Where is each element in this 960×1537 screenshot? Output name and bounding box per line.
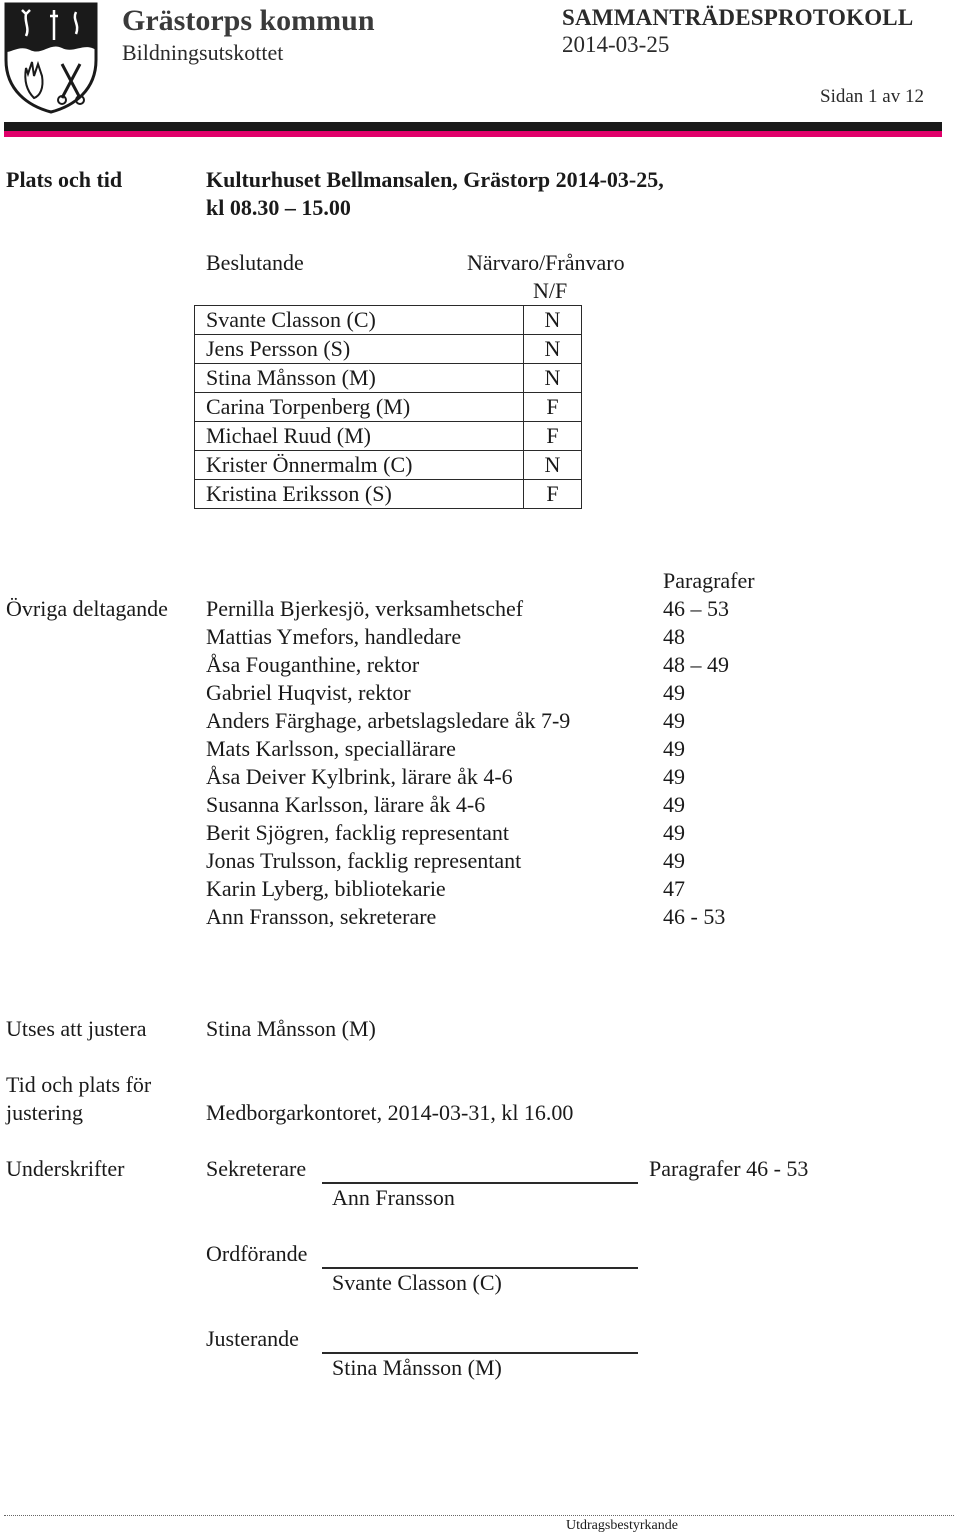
justerande-name: Stina Månsson (M) <box>332 1355 502 1380</box>
department-name: Bildningsutskottet <box>122 40 284 65</box>
participant-name: Ann Fransson, sekreterare <box>206 904 437 929</box>
member-status: N <box>524 306 582 335</box>
sekreterare-signature-line <box>322 1182 638 1184</box>
member-name: Michael Ruud (M) <box>195 422 524 451</box>
document-type: SAMMANTRÄDESPROTOKOLL <box>562 5 914 30</box>
page-number: Sidan 1 av 12 <box>820 86 924 107</box>
member-name: Carina Torpenberg (M) <box>195 393 524 422</box>
ovriga-label: Övriga deltagande <box>6 596 168 621</box>
table-row <box>195 306 582 335</box>
footer-utdragsbestyrkande: Utdragsbestyrkande <box>566 1518 678 1533</box>
participant-name: Berit Sjögren, facklig representant <box>206 820 510 845</box>
plats-och-tid-line2: kl 08.30 – 15.00 <box>206 195 351 220</box>
participant-name: Mattias Ymefors, handledare <box>206 624 462 649</box>
participant-paragraphs: 49 <box>663 820 685 845</box>
member-status: N <box>524 364 582 393</box>
participant-name: Anders Färghage, arbetslagsledare åk 7-9 <box>206 708 571 733</box>
table-row <box>195 451 582 480</box>
paragrafer-header: Paragrafer <box>663 568 755 593</box>
footer-rule <box>4 1515 954 1516</box>
utses-att-justera-value: Stina Månsson (M) <box>206 1016 376 1041</box>
sekreterare-name: Ann Fransson <box>332 1185 455 1210</box>
member-name: Krister Önnermalm (C) <box>195 451 524 480</box>
justerande-signature-line <box>322 1352 638 1354</box>
member-status: N <box>524 335 582 364</box>
member-name: Stina Månsson (M) <box>195 364 524 393</box>
justerande-label: Justerande <box>206 1326 299 1351</box>
tid-och-plats-label-line1: Tid och plats för <box>6 1072 152 1097</box>
participant-name: Åsa Fouganthine, rektor <box>206 652 420 677</box>
ordforande-signature-line <box>322 1267 638 1269</box>
header-rule <box>4 122 942 131</box>
participant-paragraphs: 49 <box>663 736 685 761</box>
participant-paragraphs: 49 <box>663 792 685 817</box>
member-name: Svante Classon (C) <box>195 306 524 335</box>
participant-name: Mats Karlsson, speciallärare <box>206 736 456 761</box>
utses-att-justera-label: Utses att justera <box>6 1016 147 1041</box>
ordforande-label: Ordförande <box>206 1241 308 1266</box>
table-row <box>195 364 582 393</box>
municipality-coat-of-arms-logo <box>4 2 98 114</box>
tid-och-plats-value: Medborgarkontoret, 2014-03-31, kl 16.00 <box>206 1100 574 1125</box>
beslutande-header: Beslutande <box>206 250 304 275</box>
plats-och-tid-label: Plats och tid <box>6 167 123 192</box>
presence-code-header: N/F <box>533 278 568 303</box>
participant-paragraphs: 49 <box>663 764 685 789</box>
participant-paragraphs: 49 <box>663 708 685 733</box>
tid-och-plats-label-line2: justering <box>6 1100 83 1125</box>
participant-paragraphs: 47 <box>663 876 685 901</box>
participant-paragraphs: 48 – 49 <box>663 652 729 677</box>
table-row <box>195 422 582 451</box>
member-status: F <box>524 393 582 422</box>
document-date: 2014-03-25 <box>562 32 670 57</box>
presence-header: Närvaro/Frånvaro <box>467 250 625 275</box>
participant-name: Pernilla Bjerkesjö, verksamhetschef <box>206 596 524 621</box>
sekreterare-label: Sekreterare <box>206 1156 307 1181</box>
participant-paragraphs: 48 <box>663 624 685 649</box>
ordforande-name: Svante Classon (C) <box>332 1270 502 1295</box>
attendance-table <box>194 305 582 509</box>
table-row <box>195 480 582 509</box>
member-name: Kristina Eriksson (S) <box>195 480 524 509</box>
participant-name: Gabriel Huqvist, rektor <box>206 680 411 705</box>
participant-paragraphs: 46 – 53 <box>663 596 729 621</box>
table-row <box>195 393 582 422</box>
table-row <box>195 335 582 364</box>
participant-name: Jonas Trulsson, facklig representant <box>206 848 522 873</box>
underskrifter-label: Underskrifter <box>6 1156 125 1181</box>
sekreterare-paragraphs: Paragrafer 46 - 53 <box>649 1156 809 1181</box>
participant-paragraphs: 49 <box>663 848 685 873</box>
org-name: Grästorps kommun <box>122 4 375 37</box>
participant-name: Åsa Deiver Kylbrink, lärare åk 4-6 <box>206 764 513 789</box>
header-accent-rule <box>4 131 942 137</box>
participant-paragraphs: 46 - 53 <box>663 904 726 929</box>
participant-paragraphs: 49 <box>663 680 685 705</box>
participant-name: Karin Lyberg, bibliotekarie <box>206 876 446 901</box>
participant-name: Susanna Karlsson, lärare åk 4-6 <box>206 792 486 817</box>
plats-och-tid-line1: Kulturhuset Bellmansalen, Grästorp 2014-03-25, <box>206 167 664 192</box>
member-status: F <box>524 422 582 451</box>
member-status: N <box>524 451 582 480</box>
member-name: Jens Persson (S) <box>195 335 524 364</box>
member-status: F <box>524 480 582 509</box>
